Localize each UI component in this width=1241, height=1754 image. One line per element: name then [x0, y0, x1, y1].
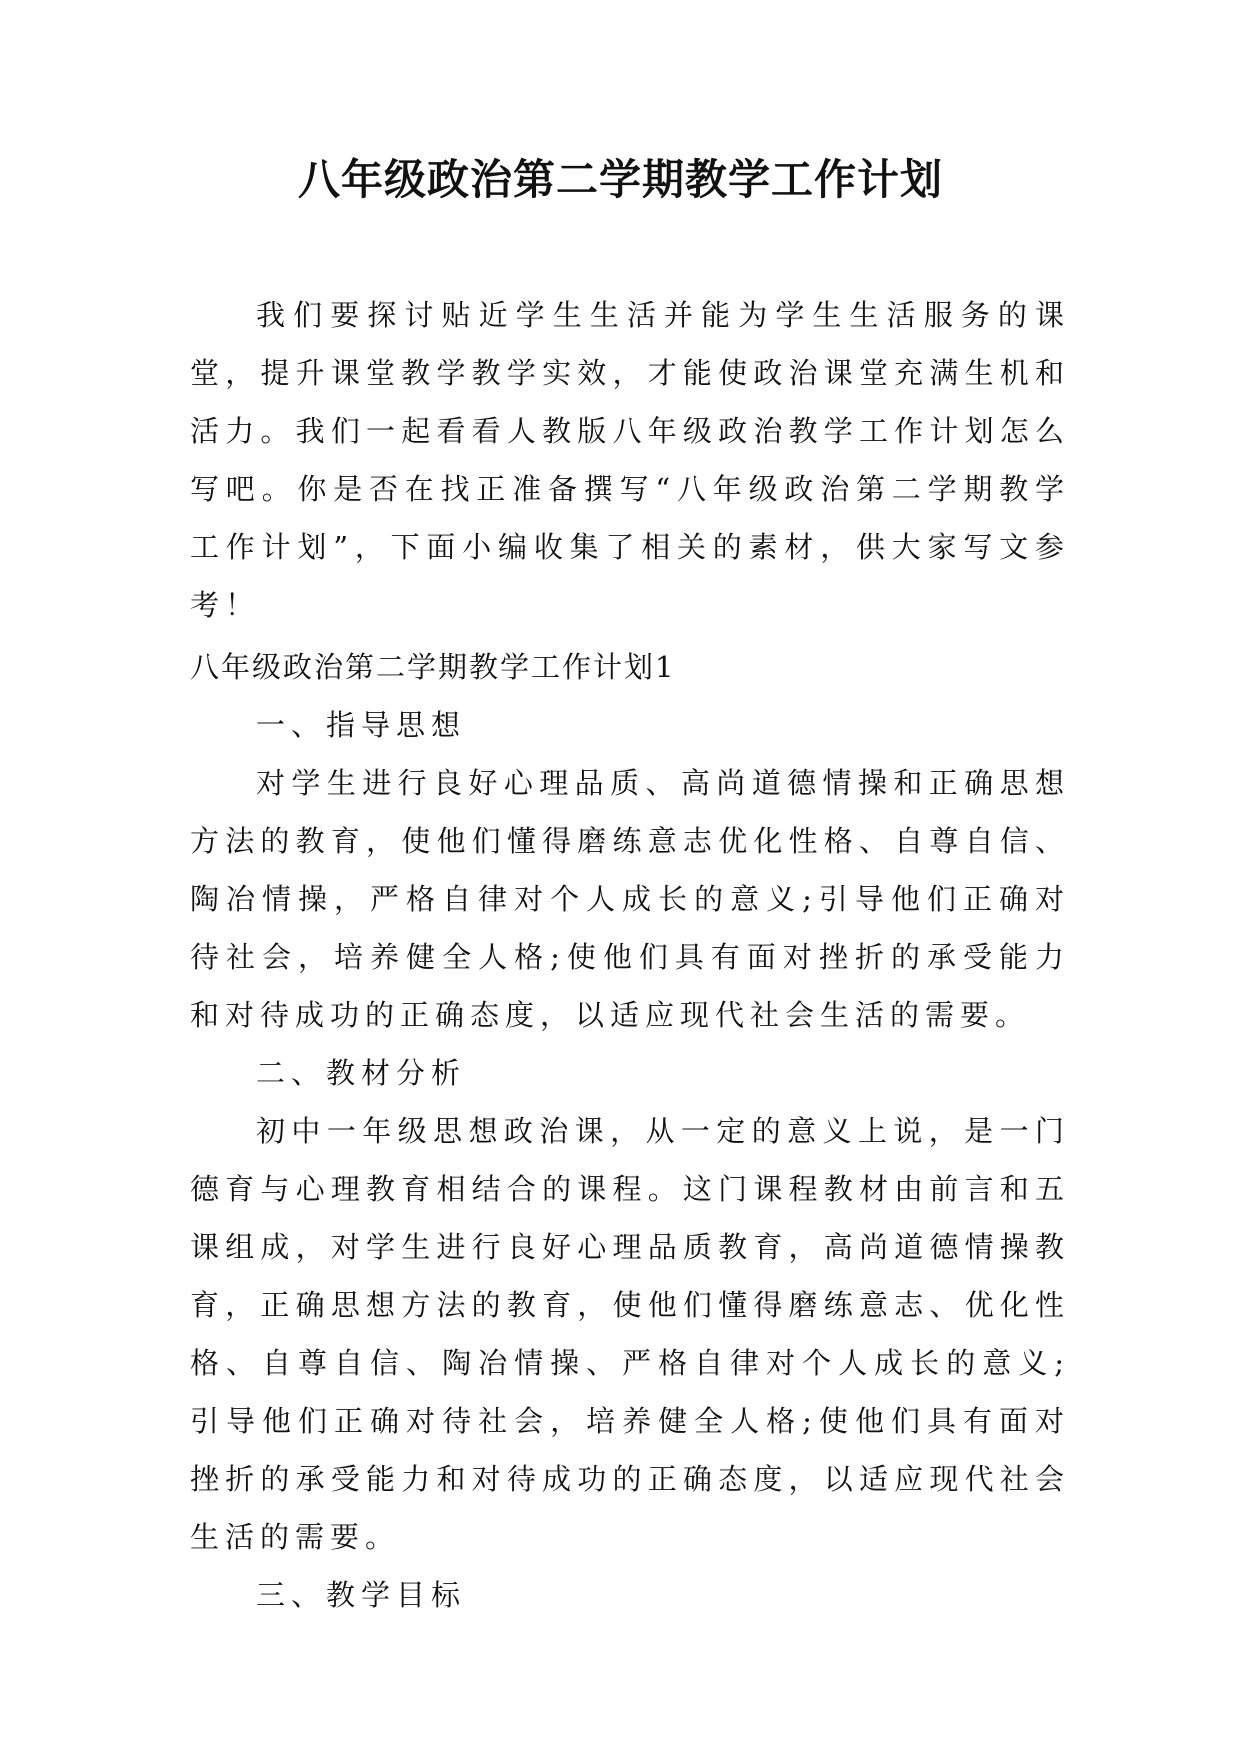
textbook-analysis-heading: 二、教材分析: [256, 1056, 467, 1090]
section-body: [190, 696, 1070, 1624]
intro-paragraph: 我们要探讨贴近学生生活并能为学生生活服务的课堂，提升课堂教学教学实效，才能使政治课堂充满生机和活力。我们一起看看人教版八年级政治教学工作计划怎么写吧。你是否在找正准备撰写“八年级政治第二学期教学工作计划”，下面小编收集了相关的素材，供大家写文参考！: [190, 298, 1070, 622]
teaching-goals-heading: 三、教学目标: [256, 1578, 467, 1612]
guiding-ideology-heading: 一、指导思想: [256, 708, 467, 742]
section-heading: 八年级政治第二学期教学工作计划1: [190, 650, 676, 684]
textbook-analysis-paragraph: 初中一年级思想政治课，从一定的意义上说，是一门德育与心理教育相结合的课程。这门课程教材由前言和五课组成，对学生进行良好心理品质教育，高尚道德情操教育，正确思想方法的教育，使他们懂得磨练意志、优化性格、自尊自信、陶冶情操、严格自律对个人成长的意义;引导他们正确对待社会，培养健全人格;使他们具有面对挫折的承受能力和对待成功的正确态度，以适应现代社会生活的需要。: [190, 1114, 1070, 1554]
guiding-ideology-paragraph: 对学生进行良好心理品质、高尚道德情操和正确思想方法的教育，使他们懂得磨练意志优化性格、自尊自信、陶冶情操，严格自律对个人成长的意义;引导他们正确对待社会，培养健全人格;使他们具有面对挫折的承受能力和对待成功的正确态度，以适应现代社会生活的需要。: [190, 766, 1070, 1032]
document-title: 八年级政治第二学期教学工作计划: [297, 155, 943, 204]
